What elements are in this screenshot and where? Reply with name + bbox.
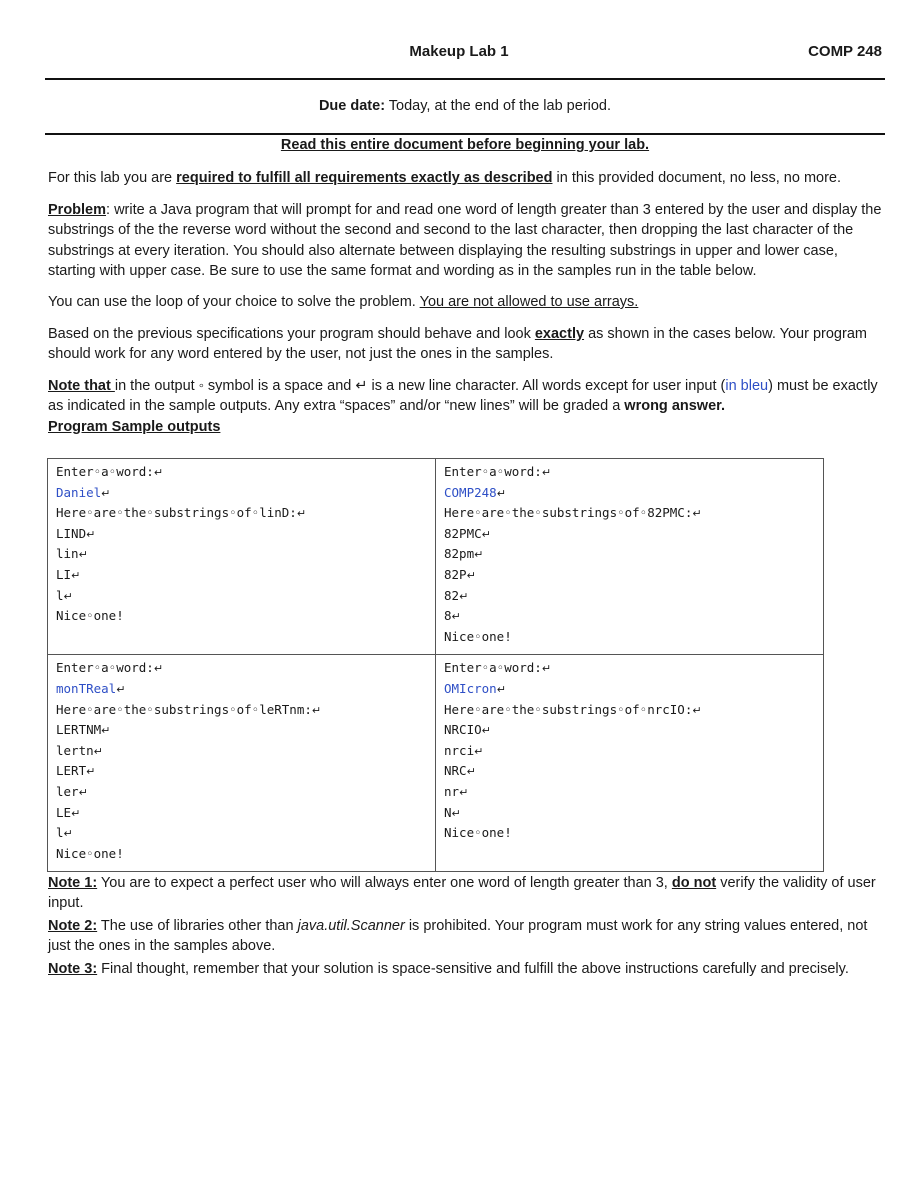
due-date-line	[45, 98, 885, 114]
due-date-label: Due date:	[318, 98, 386, 114]
substrings-header-line-text: Here◦are◦the◦substrings◦of◦leRTnm:	[56, 701, 312, 717]
substring-line	[444, 586, 815, 607]
note-2-library: java.util.Scanner	[297, 917, 405, 934]
substrings-header-line	[444, 700, 815, 721]
newline-icon: ↵	[93, 744, 103, 758]
course-code: COMP 248	[808, 43, 882, 60]
read-notice: Read this entire document before beginning your lab.	[280, 137, 650, 153]
substring-line	[444, 741, 815, 762]
closing-line-text: Nice◦one!	[56, 608, 124, 624]
substrings-header-line	[444, 503, 815, 524]
substring-line	[56, 741, 427, 762]
substring-line-text: LERTNM	[56, 722, 102, 738]
note-1	[48, 873, 886, 914]
substring-line	[444, 761, 815, 782]
user-input-line-text: monTReal	[56, 680, 117, 696]
newline-icon: ↵	[474, 744, 484, 758]
substring-line	[56, 803, 427, 824]
prompt-line-text: Enter◦a◦word:	[444, 660, 542, 676]
substring-line-text: LERT	[56, 763, 87, 779]
substring-line-text: NRCIO	[444, 722, 482, 738]
substring-line-text: 82P	[444, 566, 467, 582]
newline-icon: ↵	[496, 486, 506, 500]
prompt-line-text: Enter◦a◦word:	[444, 464, 542, 479]
newline-icon: ↵	[451, 610, 461, 624]
substring-line	[56, 823, 427, 844]
intro-paragraph	[48, 168, 886, 188]
user-input-line	[444, 679, 815, 700]
substring-line	[56, 720, 427, 741]
newline-icon: ↵	[466, 765, 476, 779]
note-that-blue-text: in bleu	[725, 378, 769, 394]
sample-cell	[48, 655, 436, 872]
sample-cell	[436, 459, 824, 655]
arrays-restriction: You are not allowed to use arrays.	[419, 294, 639, 310]
behave-emphasis: exactly	[534, 326, 585, 342]
newline-icon: ↵	[86, 765, 96, 779]
prompt-line	[444, 658, 815, 679]
intro-text-2: in this provided document, no less, no more.	[552, 170, 842, 186]
wrong-answer-text: wrong answer.	[624, 398, 726, 415]
loop-paragraph	[48, 292, 886, 312]
intro-emphasis: required to fulfill all requirements exactly as described	[176, 170, 553, 186]
note-that-text-2: ) must be exactly as indicated in the sample outputs. Any extra “spaces” and/or “new lines” will be graded a	[48, 378, 878, 415]
newline-icon: ↵	[101, 486, 111, 500]
closing-line-text: Nice◦one!	[444, 628, 512, 644]
substring-line	[444, 606, 815, 627]
substrings-header-line-text: Here◦are◦the◦substrings◦of◦linD:	[56, 505, 297, 521]
newline-icon: ↵	[296, 507, 307, 521]
newline-icon: ↵	[692, 507, 702, 521]
user-input-line-text: OMIcron	[444, 680, 497, 696]
user-input-line-text: COMP248	[444, 484, 497, 500]
substring-line-text: 8	[444, 608, 452, 624]
note-that-paragraph	[48, 376, 886, 437]
newline-icon: ↵	[78, 548, 88, 562]
header-rule	[45, 78, 885, 80]
newline-icon: ↵	[71, 568, 81, 582]
newline-icon: ↵	[541, 466, 552, 479]
user-input-line-text: Daniel	[56, 484, 102, 500]
substring-line-text: LIND	[56, 525, 87, 541]
substring-line-text: ler	[56, 783, 79, 799]
closing-line	[444, 627, 815, 647]
substrings-header-line-text: Here◦are◦the◦substrings◦of◦82PMC:	[444, 505, 693, 521]
behave-text-1: Based on the previous specifications your program should behave and look	[48, 326, 535, 342]
behave-paragraph	[48, 324, 886, 365]
newline-icon: ↵	[541, 662, 552, 676]
substring-line-text: N	[444, 804, 452, 820]
notes-block	[48, 873, 886, 979]
substring-line-text: nrci	[444, 742, 475, 758]
prompt-line-text: Enter◦a◦word:	[56, 464, 154, 479]
newline-icon: ↵	[481, 724, 491, 738]
note-2-text-2: is prohibited. Your program must work for any string values entered, not just the ones in the samples above.	[48, 917, 868, 955]
substring-line	[56, 565, 427, 586]
substring-line-text: 82PMC	[444, 525, 482, 541]
substring-line	[444, 782, 815, 803]
closing-line	[56, 844, 427, 864]
newline-icon: ↵	[496, 682, 506, 696]
behave-text-2: as shown in the cases below. Your program should work for any word entered by the user, not just the ones in the samples.	[48, 326, 867, 363]
sample-outputs-heading: Program Sample outputs	[48, 418, 221, 435]
newline-icon: ↵	[86, 527, 96, 541]
closing-line-text: Nice◦one!	[56, 845, 124, 861]
intro-text-1: For this lab you are	[48, 170, 177, 186]
closing-line-text: Nice◦one!	[444, 825, 512, 841]
newline-icon: ↵	[153, 662, 164, 676]
newline-icon: ↵	[101, 724, 111, 738]
substrings-header-line	[56, 503, 427, 524]
user-input-line	[444, 483, 815, 504]
substring-line	[444, 524, 815, 545]
note-2-text-1: The use of libraries other than	[97, 917, 298, 934]
substrings-header-line	[56, 700, 427, 721]
newline-icon: ↵	[451, 806, 461, 820]
substring-line-text: NRC	[444, 763, 467, 779]
newline-icon: ↵	[63, 827, 73, 841]
substring-line	[56, 544, 427, 565]
substring-line	[56, 524, 427, 545]
samples-row	[48, 459, 824, 655]
newline-icon: ↵	[153, 466, 164, 479]
newline-icon: ↵	[311, 703, 322, 717]
due-date-text: Today, at the end of the lab period.	[385, 98, 612, 114]
loop-text: You can use the loop of your choice to solve the problem.	[48, 294, 420, 310]
substring-line-text: 82pm	[444, 546, 475, 562]
newline-icon: ↵	[474, 548, 484, 562]
newline-icon: ↵	[459, 785, 469, 799]
substring-line	[56, 586, 427, 607]
newline-icon: ↵	[481, 527, 491, 541]
newline-icon: ↵	[63, 589, 73, 603]
samples-row	[48, 655, 824, 872]
substring-line-text: nr	[444, 783, 460, 799]
note-3-text: Final thought, remember that your solution is space-sensitive and fulfill the above instructions carefully and precisely.	[97, 960, 849, 977]
substrings-header-line-text: Here◦are◦the◦substrings◦of◦nrcIO:	[444, 701, 693, 717]
note-3-label: Note 3:	[48, 960, 98, 977]
newline-icon: ↵	[466, 568, 476, 582]
prompt-line-text: Enter◦a◦word:	[56, 660, 154, 676]
lab-title: Makeup Lab 1	[409, 43, 509, 60]
substring-line-text: 82	[444, 587, 460, 603]
problem-label: Problem	[48, 202, 107, 218]
due-rule	[45, 133, 885, 135]
note-1-text-2: verify the validity of user input.	[48, 875, 876, 912]
note-2	[48, 916, 886, 957]
newline-icon: ↵	[78, 785, 88, 799]
substring-line	[444, 720, 815, 741]
prompt-line	[56, 658, 427, 679]
newline-icon: ↵	[71, 806, 81, 820]
note-1-emphasis: do not	[671, 875, 717, 891]
substring-line-text: l	[56, 587, 64, 603]
substring-line	[444, 544, 815, 565]
substring-line	[56, 761, 427, 782]
note-that-label: Note that	[48, 378, 115, 394]
substring-line-text: lertn	[56, 742, 94, 758]
problem-text: : write a Java program that will prompt for and read one word of length greater than 3 entered by the user and display the substrings of the the reverse word without the second and second to the last character, then dropping the last character of the substrings at every iteration. You should also alternate between displaying the resulting substrings in upper and lower case, starting with upper case. Be sure to use the same format and wording as in the samples run in the table below.	[48, 202, 882, 280]
newline-icon: ↵	[116, 682, 126, 696]
note-that-text-1: in the output ◦ symbol is a space and ↵ is a new line character. All words except for user input (	[114, 378, 726, 394]
closing-line	[444, 823, 815, 843]
user-input-line	[56, 679, 427, 700]
sample-cell	[436, 655, 824, 872]
substring-line	[444, 803, 815, 824]
substring-line-text: l	[56, 825, 64, 841]
user-input-line	[56, 483, 427, 504]
substring-line-text: lin	[56, 546, 79, 562]
substring-line-text: LI	[56, 566, 72, 582]
substring-line	[444, 565, 815, 586]
sample-cell	[48, 459, 436, 655]
closing-line	[56, 606, 427, 626]
substring-line	[56, 782, 427, 803]
note-1-label: Note 1:	[48, 875, 98, 891]
prompt-line	[56, 462, 427, 483]
note-3	[48, 959, 886, 979]
samples-table	[47, 458, 824, 872]
note-2-label: Note 2:	[48, 917, 98, 934]
prompt-line	[444, 462, 815, 483]
substring-line-text: LE	[56, 804, 72, 820]
problem-paragraph	[48, 200, 886, 282]
newline-icon: ↵	[459, 589, 469, 603]
newline-icon: ↵	[692, 703, 702, 717]
note-1-text-1: You are to expect a perfect user who will always enter one word of length greater than 3,	[97, 875, 672, 891]
